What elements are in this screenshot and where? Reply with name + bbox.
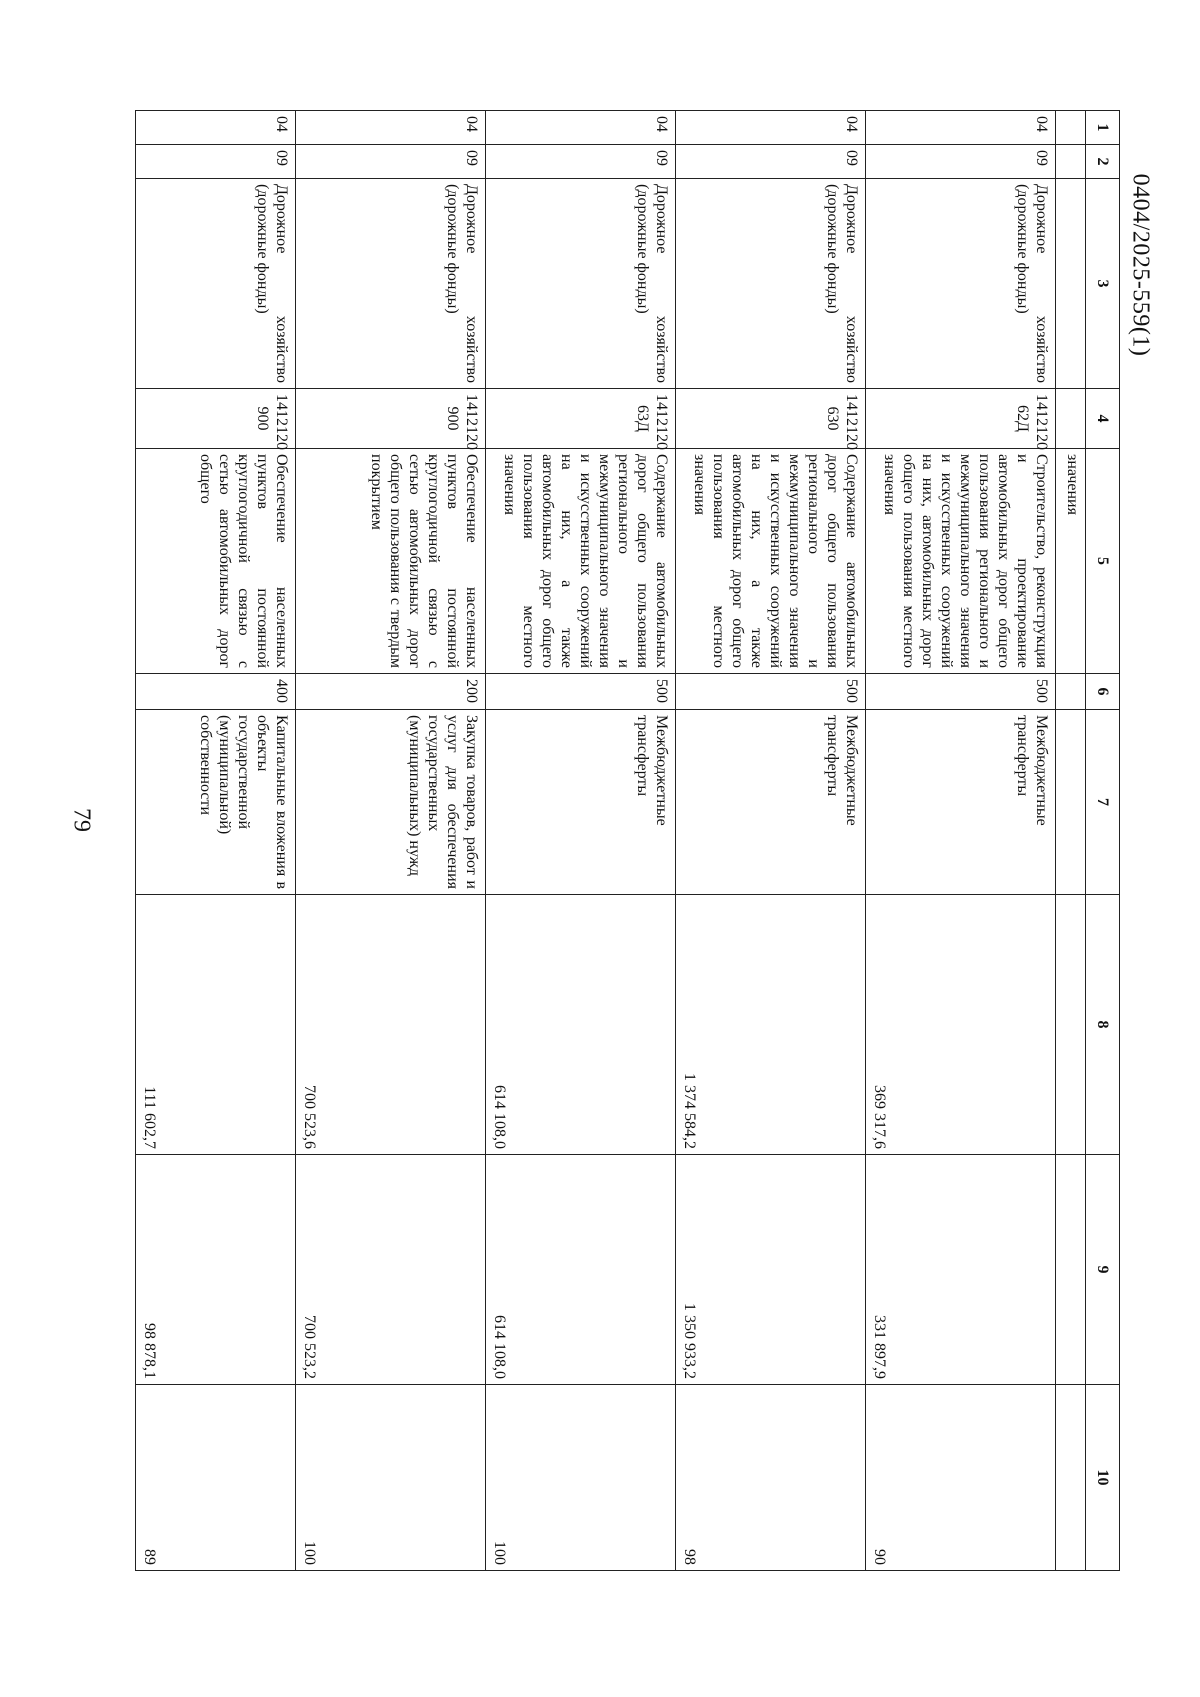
budget-table-rotated	[118, 110, 1120, 1570]
cell-target-article: 1412120 630	[676, 389, 866, 449]
table-cell	[1056, 1155, 1086, 1385]
cell-expense-type-name: Закупка товаров, работ и услуг для обеспечения государственных (муниципальных) нужд	[296, 710, 486, 895]
cell-planned: 700 523,6	[296, 895, 486, 1155]
column-header-4: 4	[1086, 389, 1120, 449]
table-cell	[1056, 895, 1086, 1155]
column-header-9: 9	[1086, 1155, 1120, 1385]
cell-subsection: 09	[486, 145, 676, 179]
cell-executed: 614 108,0	[486, 1155, 676, 1385]
cell-article-name: Содержание автомобильных дорог общего пользования регионального и межмуниципального значения и искусственных сооружений на них, а также автомобильных дорог общего пользования местного значения	[676, 449, 866, 674]
cell-article-name: Обеспечение населенных пунктов постоянной круглогодичной связью с сетью автомобильных дорог общего	[136, 449, 296, 674]
column-header-2: 2	[1086, 145, 1120, 179]
cell-target-article: 1412120 900	[296, 389, 486, 449]
cell-percent: 100	[296, 1385, 486, 1571]
table-cell	[1056, 145, 1086, 179]
cell-article-name: Содержание автомобильных дорог общего пользования регионального и межмуниципального значения и искусственных сооружений на них, а также автомобильных дорог общего пользования местного значения	[486, 449, 676, 674]
cell-target-article: 1412120 900	[136, 389, 296, 449]
page-number: 79	[68, 808, 95, 832]
cell-section: 04	[296, 111, 486, 145]
cell-expense-type: 200	[296, 674, 486, 710]
cell-percent: 90	[866, 1385, 1056, 1571]
cell-expense-type: 500	[486, 674, 676, 710]
budget-table	[135, 110, 1120, 1571]
cell-subsection: 09	[136, 145, 296, 179]
cell-percent: 98	[676, 1385, 866, 1571]
cell-section: 04	[676, 111, 866, 145]
table-row	[296, 111, 486, 1571]
cell-expense-type-name: Межбюджетные трансферты	[866, 710, 1056, 895]
cell-percent: 89	[136, 1385, 296, 1571]
cell-executed: 98 878,1	[136, 1155, 296, 1385]
table-row	[136, 111, 296, 1571]
cell-planned: 369 317,6	[866, 895, 1056, 1155]
cell-planned: 614 108,0	[486, 895, 676, 1155]
cell-subsection-name: Дорожное хозяйство (дорожные фонды)	[866, 179, 1056, 389]
cell-subsection: 09	[676, 145, 866, 179]
continuation-row	[1056, 111, 1086, 1571]
column-header-3: 3	[1086, 179, 1120, 389]
cell-target-article: 1412120 62Д	[866, 389, 1056, 449]
cell-subsection-name: Дорожное хозяйство (дорожные фонды)	[676, 179, 866, 389]
table-row	[866, 111, 1056, 1571]
cell-planned: 1 374 584,2	[676, 895, 866, 1155]
cell-expense-type: 500	[676, 674, 866, 710]
cell-executed: 331 897,9	[866, 1155, 1056, 1385]
cell-expense-type: 500	[866, 674, 1056, 710]
column-header-10: 10	[1086, 1385, 1120, 1571]
cell-subsection-name: Дорожное хозяйство (дорожные фонды)	[136, 179, 296, 389]
cell-subsection-name: Дорожное хозяйство (дорожные фонды)	[486, 179, 676, 389]
table-cell	[1056, 710, 1086, 895]
cell-expense-type-name: Межбюджетные трансферты	[676, 710, 866, 895]
column-header-7: 7	[1086, 710, 1120, 895]
cell-executed: 1 350 933,2	[676, 1155, 866, 1385]
cell-percent: 100	[486, 1385, 676, 1571]
table-cell	[1056, 111, 1086, 145]
continuation-cell: значения	[1056, 449, 1086, 674]
table-cell	[1056, 1385, 1086, 1571]
cell-subsection-name: Дорожное хозяйство (дорожные фонды)	[296, 179, 486, 389]
cell-expense-type-name: Капитальные вложения в объекты государственной (муниципальной) собственности	[136, 710, 296, 895]
document-code: 0404/2025-559(1)	[1127, 173, 1154, 357]
cell-expense-type-name: Межбюджетные трансферты	[486, 710, 676, 895]
cell-section: 04	[486, 111, 676, 145]
cell-planned: 111 602,7	[136, 895, 296, 1155]
cell-section: 04	[136, 111, 296, 145]
cell-executed: 700 523,2	[296, 1155, 486, 1385]
cell-subsection: 09	[296, 145, 486, 179]
column-header-8: 8	[1086, 895, 1120, 1155]
column-header-5: 5	[1086, 449, 1120, 674]
cell-subsection: 09	[866, 145, 1056, 179]
column-header-6: 6	[1086, 674, 1120, 710]
table-row	[676, 111, 866, 1571]
table-header-row	[1086, 111, 1120, 1571]
cell-target-article: 1412120 63Д	[486, 389, 676, 449]
cell-article-name: Обеспечение населенных пунктов постоянной круглогодичной связью с сетью автомобильных дорог общего пользования с твердым покрытием	[296, 449, 486, 674]
table-cell	[1056, 389, 1086, 449]
cell-article-name: Строительство, реконструкция и проектирование автомобильных дорог общего пользования регионального и межмуниципального значения и искусственных сооружений на них, автомобильных дорог общего пользования местного значения	[866, 449, 1056, 674]
cell-expense-type: 400	[136, 674, 296, 710]
column-header-1: 1	[1086, 111, 1120, 145]
table-row	[486, 111, 676, 1571]
cell-section: 04	[866, 111, 1056, 145]
table-cell	[1056, 179, 1086, 389]
table-cell	[1056, 674, 1086, 710]
